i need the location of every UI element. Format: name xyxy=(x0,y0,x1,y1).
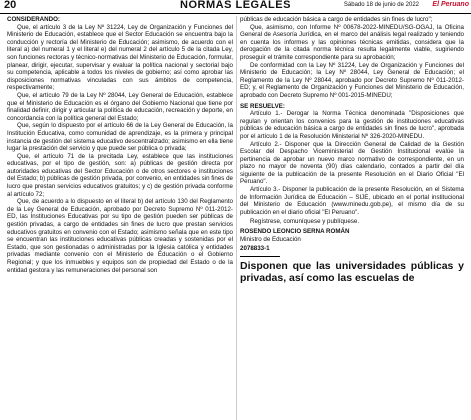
next-article-title: Disponen que las universidades públicas y privadas, así como las escuelas de xyxy=(240,259,464,284)
column-divider xyxy=(236,16,237,420)
paragraph: Que, el artículo 79 de la Ley Nº 28044, Ley General de Educación, establece que el Ministerio de Educación es el órgano del Gobierno Nacional que tiene por finalidad definir, dirigir y articular la política de educación, recreación y deporte, en concordancia con la política general del Estado; xyxy=(7,91,233,122)
closing-line: Regístrese, comuníquese y publíquese. xyxy=(250,218,360,226)
paragraph: Que, de acuerdo a lo dispuesto en el literal b) del artículo 130 del Reglamento de la Ley General de Educación, aprobado por Decreto Supremo Nº 011-2012-ED, las Instituciones Educativas por su tipo de gestión pueden ser públicas de gestión privadas, a cargo de entidades sin fines de lucro que prestan servicios educativos gratuitos en convenio con el Estado; asimismo señala que en este tipo se encuentran las instituciones educativas públicas creadas y sostenidas por el Estado, que son gestionadas o administradas por la Iglesia católica y entidades privadas mediante convenio con el Ministerio de Educación o el Gobierno Regional; y que los inmuebles y equipos son de propiedad del Estado o de la entidad gestora y las remuneraciones del personal son xyxy=(7,198,233,274)
document-number: 2078833-1 xyxy=(240,245,270,253)
article-3: Artículo 3.- Disponer la publicación de la presente Resolución, en el Sistema de Información Jurídica de Educación – SIJE, ubicado en el portal institucional del Ministerio de Educación (www.minedu.gob.pe), el mismo día de su publicación en el diario oficial "El Peruano". xyxy=(240,186,464,216)
resolve-heading: SE RESUELVE: xyxy=(240,102,285,110)
header-rule xyxy=(0,13,471,14)
section-title: NORMAS LEGALES xyxy=(180,0,291,11)
paragraph: públicas de educación básica a cargo de entidades sin fines de lucro"; xyxy=(240,16,433,23)
page-header xyxy=(0,0,471,14)
article-2: Artículo 2.- Disponer que la Dirección General de Calidad de la Gestión Escolar del Despacho Viceministerial de Gestión Institucional evalúe la pertinencia de aprobar un nuevo marco normativo de correspondiente, en un plazo no mayor de noventa (90) días calendario, contados a partir del día siguiente de la publicación de la presente Resolución en el Diario Oficial "El Peruano". xyxy=(240,140,464,186)
signer-name: ROSENDO LEONCIO SERNA ROMÁN xyxy=(240,228,350,236)
left-column xyxy=(7,16,233,274)
newspaper-logo: El Peruano xyxy=(432,1,469,8)
article-1: Artículo 1.- Derogar la Norma Técnica denominada "Disposiciones que regulan y orientan los convenios para la gestión de instituciones educativas públicas de educación básica a cargo de entidades sin fines de lucro", aprobada por el artículo 1 de la Resolución Ministerial Nº 326-2020-MINEDU. xyxy=(240,110,464,140)
paragraph: Que, el artículo 3 de la Ley Nº 31224, Ley de Organización y Funciones del Ministerio de Educación, establece que el Sector Educación se encuentra bajo la conducción y rectoría del Ministerio de Educación; asimismo, de acuerdo con el literal a) del numeral 1 y el literal e) del numeral 2 del artículo 5 de la citada Ley, son funciones rectoras y técnico-normativas del Ministerio de Educación, formular, planear, dirigir, ejecutar, supervisar y evaluar la política nacional y sectorial bajo su competencia, aplicable a todos los niveles de gobierno; así como aprobar las disposiciones normativas vinculadas con sus ámbitos de competencia, respectivamente; xyxy=(7,23,233,92)
page-number: 20 xyxy=(4,0,17,11)
separator xyxy=(240,256,280,257)
right-column xyxy=(240,16,464,284)
paragraph: De conformidad con la Ley Nº 31224, Ley de Organización y Funciones del Ministerio de Educación; la Ley Nº 28044, Ley General de Educación; el Reglamento de la Ley Nº 28044, aprobado por Decreto Supremo Nº 011-2012-ED; y, el Reglamento de Organización y Funciones del Ministerio de Educación, aprobado con Decreto Supremo Nº 001-2015-MINEDU; xyxy=(240,61,464,99)
paragraph: Que, según lo dispuesto por el artículo 66 de la Ley General de Educación, la Institución Educativa, como comunidad de aprendizaje, es la primera y principal instancia de gestión del sistema educativo descentralizado; asimismo en ella tiene lugar la prestación del servicio y que puede ser pública o privada; xyxy=(7,122,233,153)
paragraph: Que, asimismo, con Informe Nº 00678-2022-MINEDU/SG-OGAJ, la Oficina General de Asesoría Jurídica, en el marco del análisis legal realizado y teniendo en cuenta los informes y las opiniones técnicas emitidas, considera que la derogación de la citada norma técnica resulta legalmente viable, sugiriendo proseguir el trámite correspondiente para su aprobación; xyxy=(240,23,464,61)
signer-title: Ministro de Educación xyxy=(240,235,301,243)
paragraph: Que, el artículo 71 de la precitada Ley, establece que las instituciones educativas, por el tipo de gestión, son: a) públicas de gestión directa por autoridades educativas del Sector Educación o de otros sectores e instituciones del Estado; b) públicas de gestión privada, por convenio, en entidades sin fines de lucro que prestan servicios educativos gratuitos; y c) de gestión privada conforme al artículo 72; xyxy=(7,152,233,198)
issue-date: Sábado 18 de junio de 2022 xyxy=(343,2,419,8)
considerando-heading: CONSIDERANDO: xyxy=(7,16,60,23)
